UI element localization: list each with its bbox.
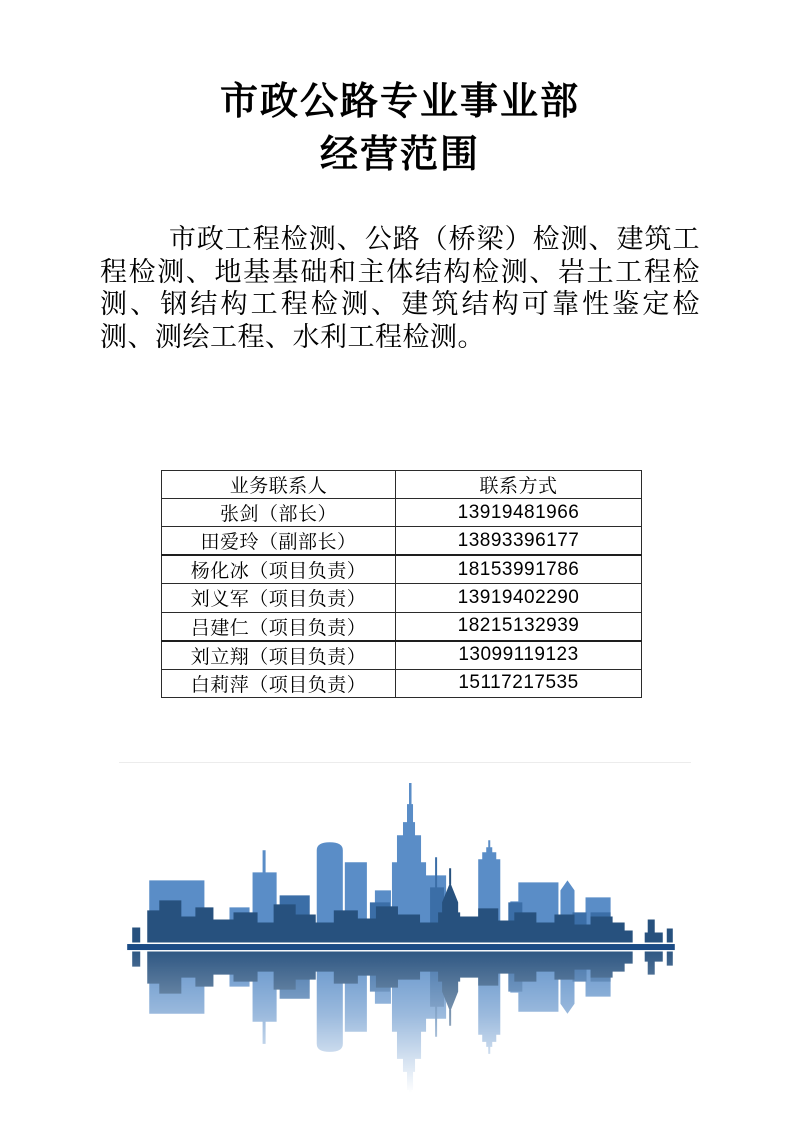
contact-name-cell: 白莉萍（项目负责） xyxy=(162,669,396,697)
phone-cell: 13919402290 xyxy=(396,584,642,612)
phone-cell: 13099119123 xyxy=(396,641,642,670)
table-row xyxy=(162,555,642,584)
phone-header: 联系方式 xyxy=(396,471,642,499)
table-row xyxy=(162,499,642,527)
contacts-table xyxy=(161,470,642,698)
title-line-2: 经营范围 xyxy=(319,134,480,176)
city-skyline-graphic xyxy=(119,762,691,1107)
table-row xyxy=(162,641,642,670)
horizon-line xyxy=(127,943,675,945)
contact-name-cell: 吕建仁（项目负责） xyxy=(162,612,396,641)
city-skyline-svg xyxy=(119,764,691,1105)
phone-cell: 18153991786 xyxy=(396,555,642,584)
table-row xyxy=(162,527,642,556)
contact-name-cell: 刘立翔（项目负责） xyxy=(162,641,396,670)
business-scope-paragraph: 市政工程检测、公路（桥梁）检测、建筑工程检测、地基基础和主体结构检测、岩土工程检测、钢结构工程检测、建筑结构可靠性鉴定检测、测绘工程、水利工程检测。 xyxy=(100,224,700,352)
title-line-1: 市政公路专业事业部 xyxy=(219,81,580,123)
contact-name-cell: 刘义军（项目负责） xyxy=(162,584,396,612)
skyline-reflection xyxy=(132,952,673,1105)
phone-cell: 13919481966 xyxy=(396,499,642,527)
contact-name-cell: 田爱玲（副部长） xyxy=(162,527,396,556)
table-row xyxy=(162,612,642,641)
contact-name-header: 业务联系人 xyxy=(162,471,396,499)
skyline-buildings xyxy=(132,783,673,942)
phone-cell: 13893396177 xyxy=(396,527,642,556)
waterline-bar xyxy=(127,944,675,950)
contact-name-cell: 杨化冰（项目负责） xyxy=(162,555,396,584)
table-row xyxy=(162,584,642,612)
contact-name-cell: 张剑（部长） xyxy=(162,499,396,527)
table-header-row xyxy=(162,471,642,499)
phone-cell: 18215132939 xyxy=(396,612,642,641)
phone-cell: 15117217535 xyxy=(396,669,642,697)
page-title xyxy=(0,76,800,182)
table-row xyxy=(162,669,642,697)
